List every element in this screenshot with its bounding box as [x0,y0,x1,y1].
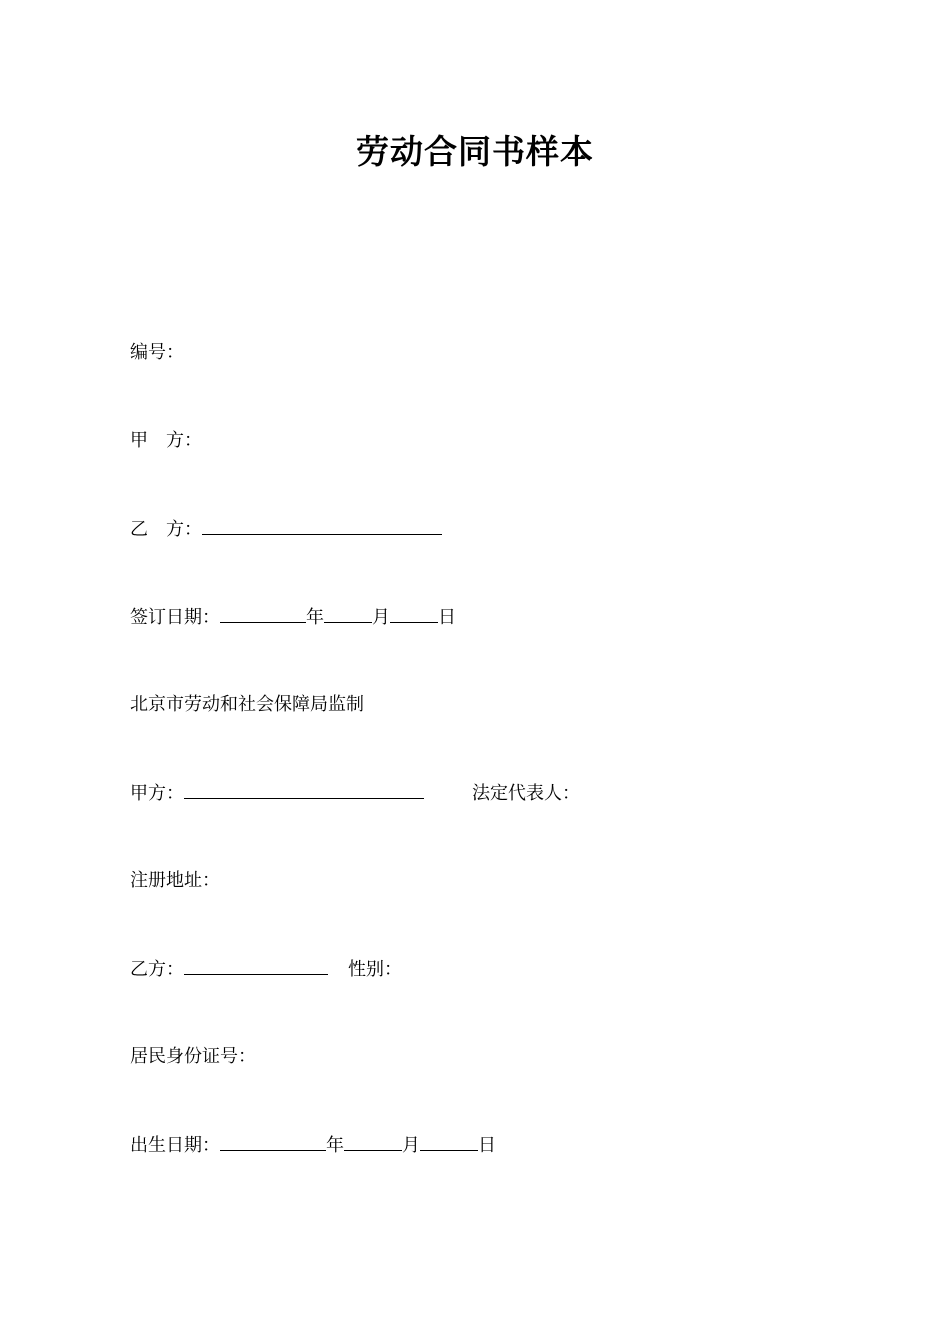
number-label: 编号： [130,342,184,363]
birth-month-label: 月 [402,1135,420,1156]
gender-label: 性别： [348,959,402,980]
birth-month-blank [344,1132,402,1151]
birth-year-label: 年 [326,1135,344,1156]
sign-date-label: 签订日期： [130,607,220,628]
id-line [130,1044,256,1070]
sign-year-label: 年 [306,607,324,628]
cover-party-a-label: 甲 方： [130,430,202,451]
party-a-line [130,780,580,807]
number-line [130,340,184,366]
sign-month-blank [324,604,372,623]
supervisor-text: 北京市劳动和社会保障局监制 [130,694,364,715]
cover-party-b-line [130,516,442,543]
sign-month-label: 月 [372,607,390,628]
cover-party-b-blank [202,516,442,535]
party-a-label: 甲方： [130,783,184,804]
sign-year-blank [220,604,306,623]
birth-day-blank [420,1132,478,1151]
cover-party-a-line [130,428,202,454]
reg-address-label: 注册地址： [130,870,220,891]
birth-date-line [130,1132,496,1159]
reg-address-line [130,868,220,894]
legal-rep-label: 法定代表人： [472,783,580,804]
id-label: 居民身份证号： [130,1046,256,1067]
cover-party-b-label: 乙 方： [130,519,202,540]
sign-day-blank [390,604,438,623]
supervisor-line [130,692,364,718]
party-b-line [130,956,402,983]
sign-date-line [130,604,456,631]
birth-year-blank [220,1132,326,1151]
birth-date-label: 出生日期： [130,1135,220,1156]
birth-day-label: 日 [478,1135,496,1156]
party-b-blank [184,956,328,975]
party-a-blank [184,780,424,799]
sign-day-label: 日 [438,607,456,628]
party-b-label: 乙方： [130,959,184,980]
document-title: 劳动合同书样本 [356,132,594,171]
